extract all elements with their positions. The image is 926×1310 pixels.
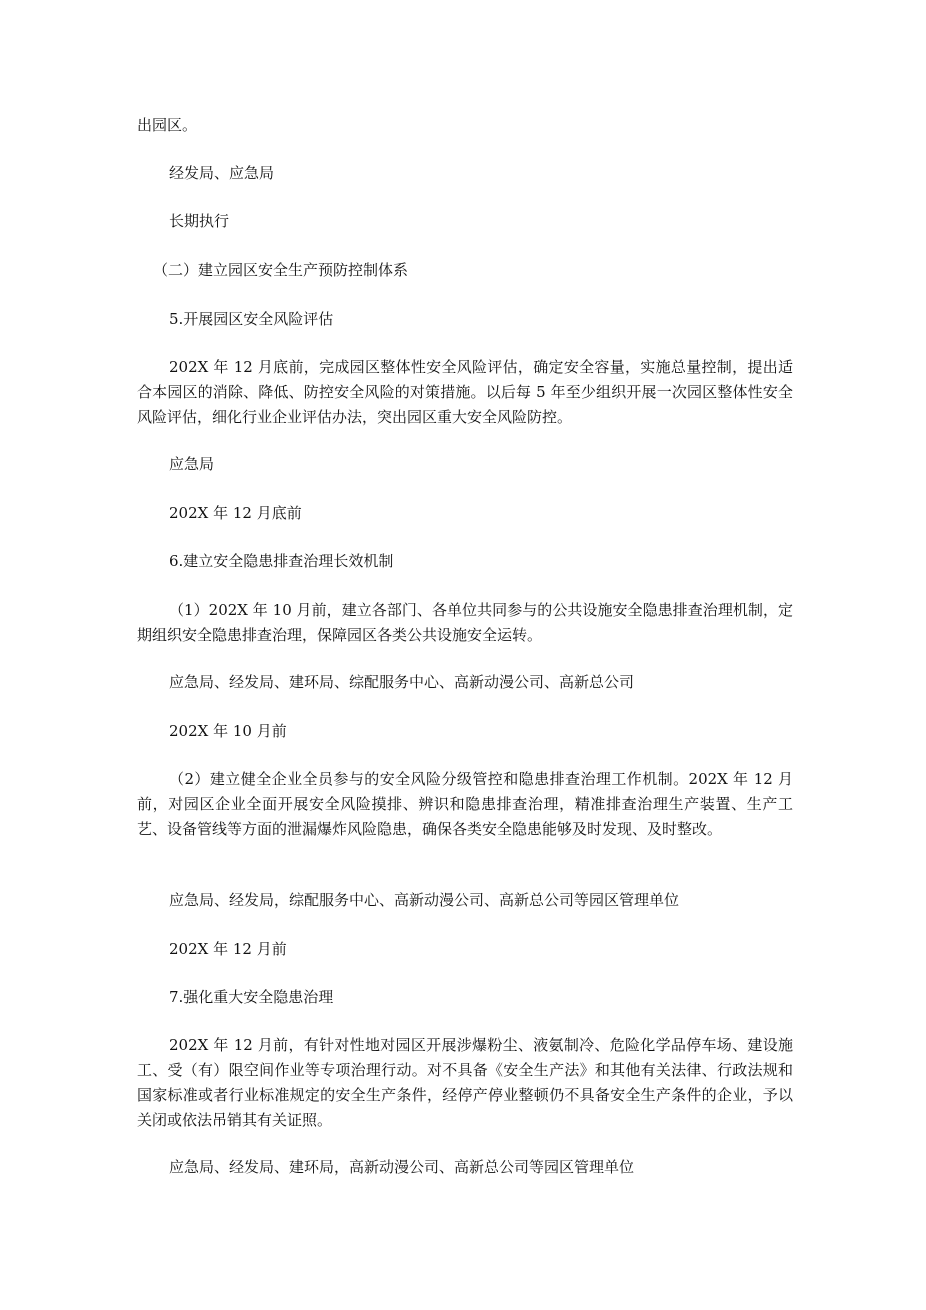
responsible-units: 应急局 (169, 455, 215, 473)
item-heading: 5.开展园区安全风险评估 (169, 310, 334, 328)
deadline: 202X 年 12 月底前 (169, 504, 302, 522)
deadline: 长期执行 (169, 212, 230, 230)
responsible-units: 应急局、经发局、建环局，高新动漫公司、高新总公司等园区管理单位 (169, 1158, 635, 1176)
responsible-units: 经发局、应急局 (169, 164, 275, 182)
responsible-units: 应急局、经发局，综配服务中心、高新动漫公司、高新总公司等园区管理单位 (169, 891, 680, 909)
item-heading: 6.建立安全隐患排查治理长效机制 (169, 552, 394, 570)
responsible-units: 应急局、经发局、建环局、综配服务中心、高新动漫公司、高新总公司 (169, 673, 635, 691)
item-heading: 7.强化重大安全隐患治理 (169, 988, 334, 1006)
paragraph-continuation: 出园区。 (137, 116, 198, 134)
deadline: 202X 年 12 月前 (169, 940, 287, 958)
body-paragraph: （1）202X 年 10 月前，建立各部门、各单位共同参与的公共设施安全隐患排查治理机制，定期组织安全隐患排查治理，保障园区各类公共设施安全运转。 (137, 601, 793, 644)
body-paragraph: （2）建立健全企业全员参与的安全风险分级管控和隐患排查治理工作机制。202X 年 12 月前，对园区企业全面开展安全风险摸排、辨识和隐患排查治理，精准排查治理生产装置、生产工艺、设备管线等方面的泄漏爆炸风险隐患，确保各类安全隐患能够及时发现、及时整改。 (137, 770, 793, 838)
body-paragraph: 202X 年 12 月前，有针对性地对园区开展涉爆粉尘、液氨制冷、危险化学品停车场、建设施工、受（有）限空间作业等专项治理行动。对不具备《安全生产法》和其他有关法律、行政法规和国家标准或者行业标准规定的安全生产条件，经停产停业整顿仍不具备安全生产条件的企业，予以关闭或依法吊销其有关证照。 (137, 1036, 793, 1129)
section-heading: （二）建立园区安全生产预防控制体系 (153, 261, 409, 279)
deadline: 202X 年 10 月前 (169, 722, 287, 740)
body-paragraph: 202X 年 12 月底前，完成园区整体性安全风险评估，确定安全容量，实施总量控制，提出适合本园区的消除、降低、防控安全风险的对策措施。以后每 5 年至少组织开展一次园区整体性安全风险评估，细化行业企业评估办法，突出园区重大安全风险防控。 (137, 358, 793, 426)
